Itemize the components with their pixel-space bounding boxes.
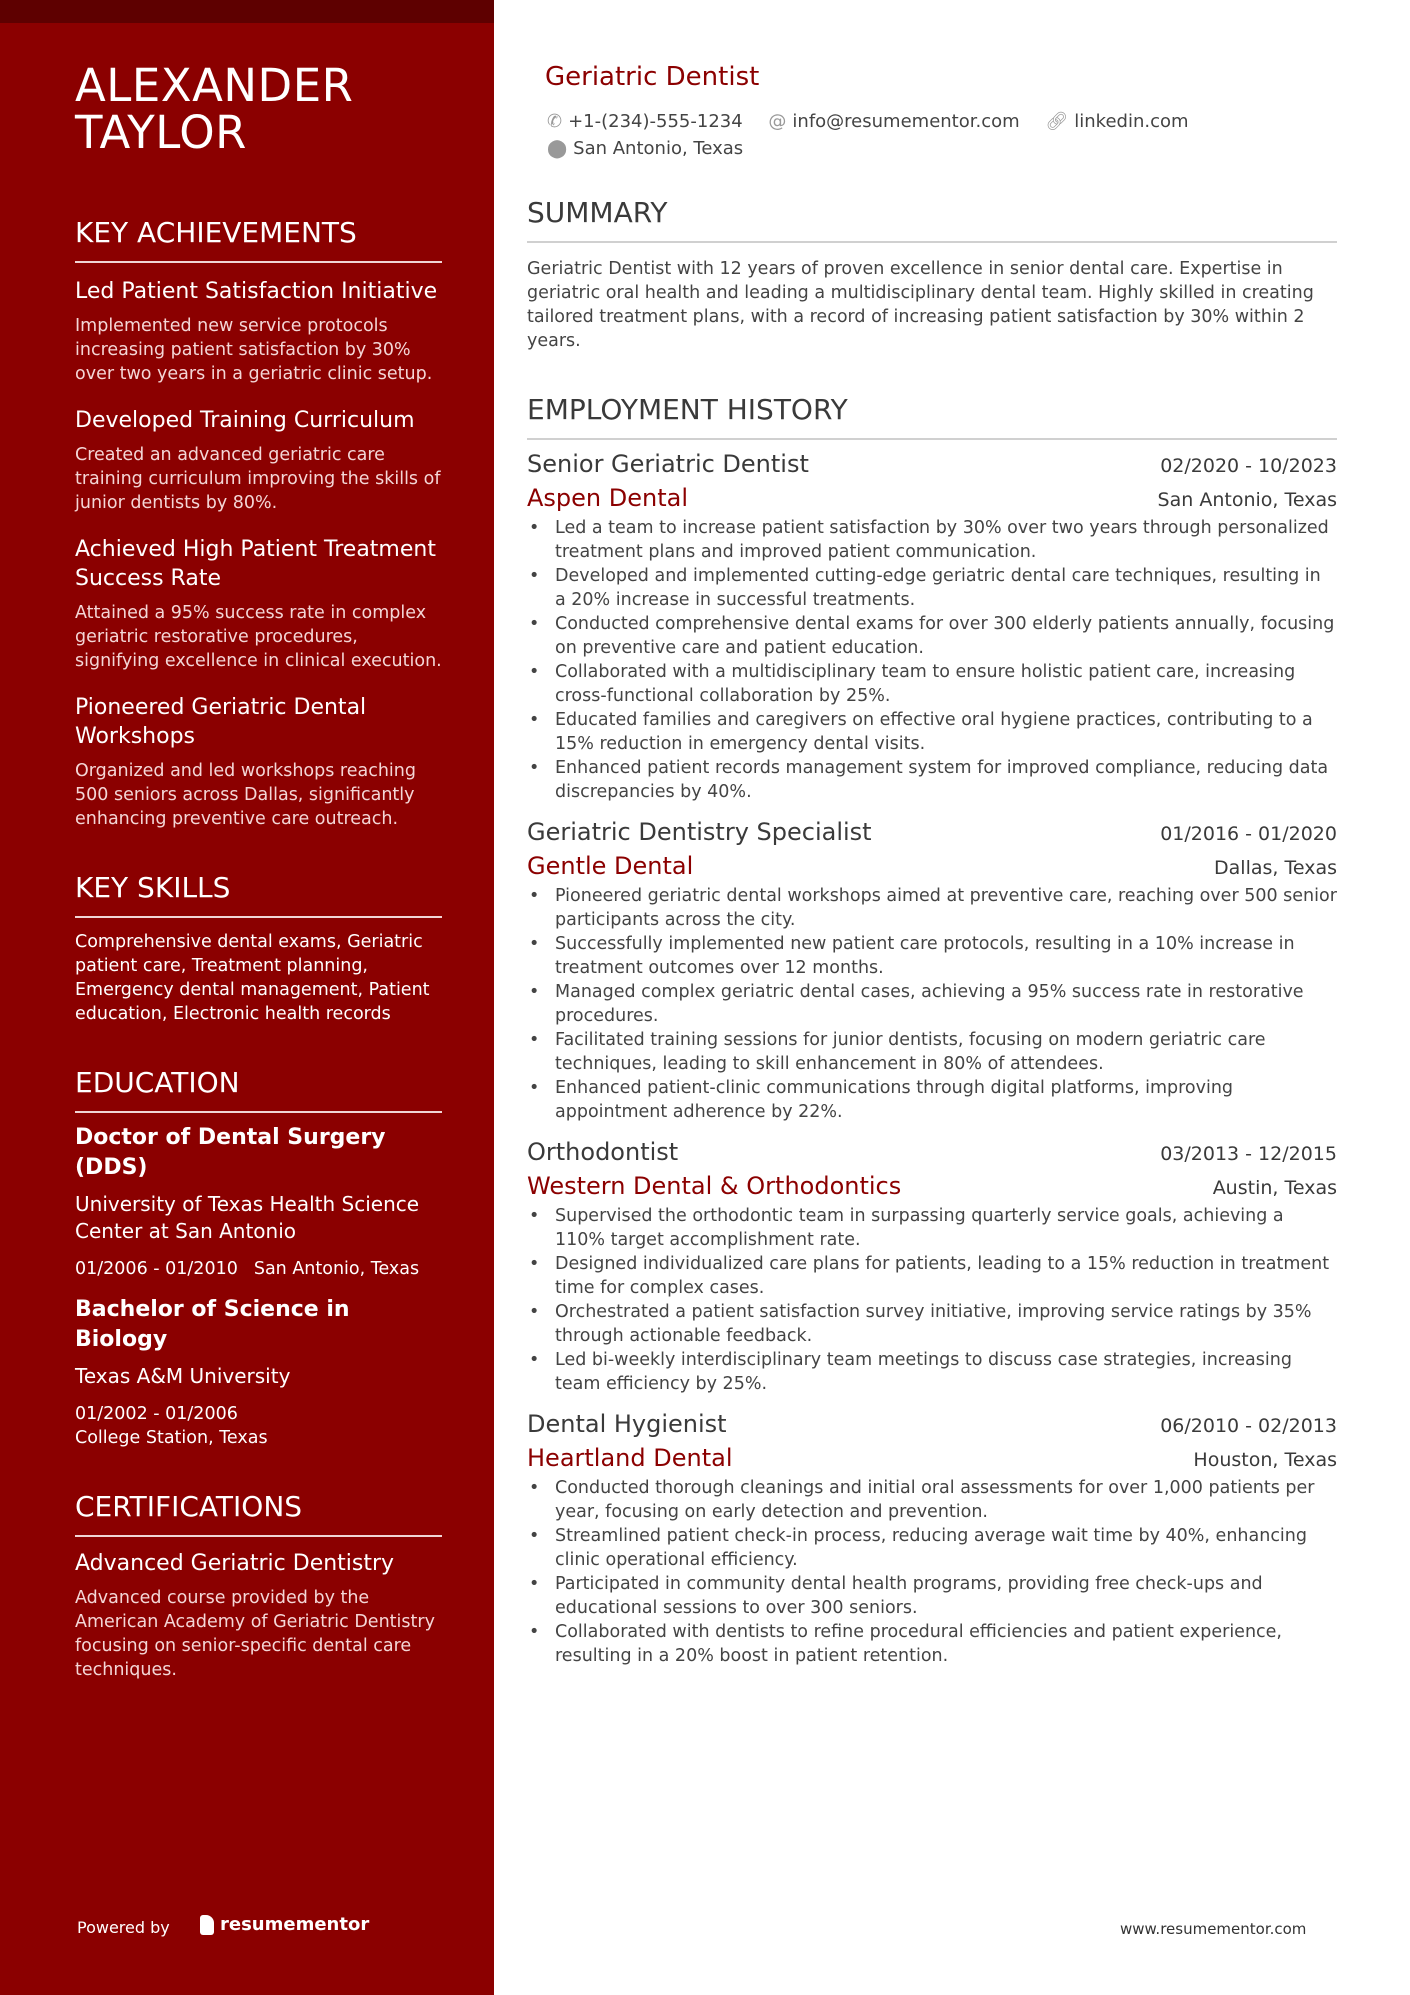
- job-bullet: • Facilitated training sessions for junior dentists, focusing on modern geriatric care techniques, leading to skill enhancement in 80% of attendees.: [527, 1028, 1337, 1076]
- job-bullet: • Enhanced patient records management system for improved compliance, reducing data discrepancies by 40%.: [527, 756, 1337, 804]
- education-item: Doctor of Dental Surgery (DDS) University of Texas Health Science Center at San Antonio 01/2006 - 01/2010 San Antonio, Texas: [75, 1125, 420, 1279]
- job-dates: 03/2013 - 12/2015: [1160, 1143, 1337, 1165]
- education-location: San Antonio, Texas: [253, 1259, 420, 1279]
- name-last: TAYLOR: [75, 106, 247, 159]
- job-bullet: • Led bi-weekly interdisciplinary team meetings to discuss case strategies, increasing team efficiency by 25%.: [527, 1348, 1337, 1396]
- job-bullet: • Participated in community dental health programs, providing free check-ups and educational sessions to over 300 seniors.: [527, 1572, 1337, 1620]
- job-location: Dallas, Texas: [1214, 857, 1337, 879]
- contact-info: [547, 108, 1337, 162]
- job-role: Senior Geriatric Dentist: [527, 450, 809, 478]
- contact-location: ⬤ San Antonio, Texas: [547, 135, 743, 162]
- brand-mark-icon: [200, 1915, 214, 1935]
- summary-heading: SUMMARY: [527, 196, 1337, 243]
- contact-linkedin[interactable]: 🔗︎ linkedin.com: [1045, 108, 1188, 135]
- job-bullet: • Collaborated with a multidisciplinary team to ensure holistic patient care, increasing cross-functional collaboration by 25%.: [527, 660, 1337, 708]
- job-location: San Antonio, Texas: [1157, 489, 1337, 511]
- job-bullet: • Collaborated with dentists to refine procedural efficiencies and patient experience, resulting in a 20% boost in patient retention.: [527, 1620, 1337, 1668]
- certification-item: Advanced Geriatric Dentistry Advanced course provided by the American Academy of Geriatric Dentistry focusing on senior-specific dental care techniques.: [75, 1551, 435, 1680]
- job-bullet: • Supervised the orthodontic team in surpassing quarterly service goals, achieving a 110% target accomplishment rate.: [527, 1204, 1337, 1252]
- education-dates: 01/2002 - 01/2006: [75, 1404, 238, 1424]
- brand-logo[interactable]: [200, 1914, 369, 1935]
- job-bullet: • Pioneered geriatric dental workshops aimed at preventive care, reaching over 500 senior participants across the city.: [527, 884, 1337, 932]
- job-role: Orthodontist: [527, 1138, 679, 1166]
- phone-icon: ✆: [547, 111, 563, 132]
- education-location: College Station, Texas: [75, 1428, 268, 1448]
- brand-name: resumementor: [220, 1914, 370, 1935]
- job-entry: [527, 1410, 1337, 1668]
- achievements-heading: KEY ACHIEVEMENTS: [75, 216, 442, 263]
- job-bullet: • Designed individualized care plans for patients, leading to a 15% reduction in treatment time for complex cases.: [527, 1252, 1337, 1300]
- job-dates: 06/2010 - 02/2013: [1160, 1415, 1337, 1437]
- job-bullet: • Enhanced patient-clinic communications through digital platforms, improving appointment adherence by 22%.: [527, 1076, 1337, 1124]
- job-dates: 01/2016 - 01/2020: [1160, 823, 1337, 845]
- job-bullet: • Streamlined patient check-in process, reducing average wait time by 40%, enhancing clinic operational efficiency.: [527, 1524, 1337, 1572]
- job-company: Gentle Dental: [527, 852, 694, 880]
- contact-email[interactable]: @ info@resumementor.com: [768, 108, 1019, 135]
- sidebar: [0, 0, 494, 1995]
- powered-by-label: Powered by: [77, 1918, 170, 1937]
- job-company: Western Dental & Orthodontics: [527, 1172, 902, 1200]
- skills-heading: KEY SKILLS: [75, 871, 442, 918]
- contact-phone[interactable]: ✆ +1-(234)-555-1234: [547, 108, 743, 135]
- job-title: Geriatric Dentist: [545, 62, 760, 92]
- job-location: Houston, Texas: [1193, 1449, 1337, 1471]
- job-bullet: • Conducted comprehensive dental exams for over 300 elderly patients annually, focusing on preventive care and patient education.: [527, 612, 1337, 660]
- education-heading: EDUCATION: [75, 1066, 442, 1113]
- location-pin-icon: ⬤: [547, 138, 568, 159]
- job-role: Dental Hygienist: [527, 1410, 727, 1438]
- education-dates: 01/2006 - 01/2010: [75, 1259, 238, 1279]
- certifications-heading: CERTIFICATIONS: [75, 1490, 442, 1537]
- job-bullet: • Educated families and caregivers on effective oral hygiene practices, contributing to a 15% reduction in emergency dental visits.: [527, 708, 1337, 756]
- job-bullet: • Developed and implemented cutting-edge geriatric dental care techniques, resulting in a 20% increase in successful treatments.: [527, 564, 1337, 612]
- job-bullet: • Conducted thorough cleanings and initial oral assessments for over 1,000 patients per year, focusing on early detection and prevention.: [527, 1476, 1337, 1524]
- job-company: Aspen Dental: [527, 484, 689, 512]
- job-bullet: • Managed complex geriatric dental cases, achieving a 95% success rate in restorative procedures.: [527, 980, 1337, 1028]
- job-location: Austin, Texas: [1212, 1177, 1337, 1199]
- job-bullet: • Led a team to increase patient satisfaction by 30% over two years through personalized treatment plans and improved patient communication.: [527, 516, 1337, 564]
- job-role: Geriatric Dentistry Specialist: [527, 818, 872, 846]
- name-first: ALEXANDER: [75, 59, 354, 112]
- achievement-item: Pioneered Geriatric Dental Workshops Organized and led workshops reaching 500 seniors across Dallas, significantly enhancing preventive care outreach.: [75, 695, 416, 829]
- job-bullet: • Orchestrated a patient satisfaction survey initiative, improving service ratings by 35% through actionable feedback.: [527, 1300, 1337, 1348]
- skills-list: Comprehensive dental exams, Geriatric patient care, Treatment planning, Emergency dental management, Patient education, Electronic health records: [75, 932, 430, 1024]
- at-icon: @: [768, 111, 787, 132]
- job-company: Heartland Dental: [527, 1444, 733, 1472]
- education-item: Bachelor of Science in Biology Texas A&M University 01/2002 - 01/2006 College Station, Texas: [75, 1297, 350, 1448]
- achievement-item: Developed Training Curriculum Created an advanced geriatric care training curriculum improving the skills of junior dentists by 80%.: [75, 408, 441, 513]
- summary-text: Geriatric Dentist with 12 years of proven excellence in senior dental care. Expertise in geriatric oral health and leading a multidisciplinary dental team. Highly skilled in creating tailored treatment plans, with a record of increasing patient satisfaction by 30% within 2 years.: [527, 259, 1314, 351]
- job-entry: [527, 1138, 1337, 1396]
- job-bullet: • Successfully implemented new patient care protocols, resulting in a 10% increase in treatment outcomes over 12 months.: [527, 932, 1337, 980]
- candidate-name: [75, 59, 442, 159]
- job-dates: 02/2020 - 10/2023: [1160, 455, 1337, 477]
- job-entry: [527, 818, 1337, 1124]
- achievement-item: Achieved High Patient Treatment Success Rate Attained a 95% success rate in complex geriatric restorative procedures, signifying excellence in clinical execution.: [75, 537, 442, 671]
- link-icon: 🔗︎: [1045, 111, 1069, 132]
- employment-heading: EMPLOYMENT HISTORY: [527, 393, 1337, 440]
- sidebar-top-bar: [0, 0, 494, 23]
- job-entry: [527, 450, 1337, 804]
- footer-url[interactable]: www.resumementor.com: [1120, 1920, 1307, 1938]
- achievement-item: Led Patient Satisfaction Initiative Implemented new service protocols increasing patient satisfaction by 30% over two years in a geriatric clinic setup.: [75, 279, 438, 384]
